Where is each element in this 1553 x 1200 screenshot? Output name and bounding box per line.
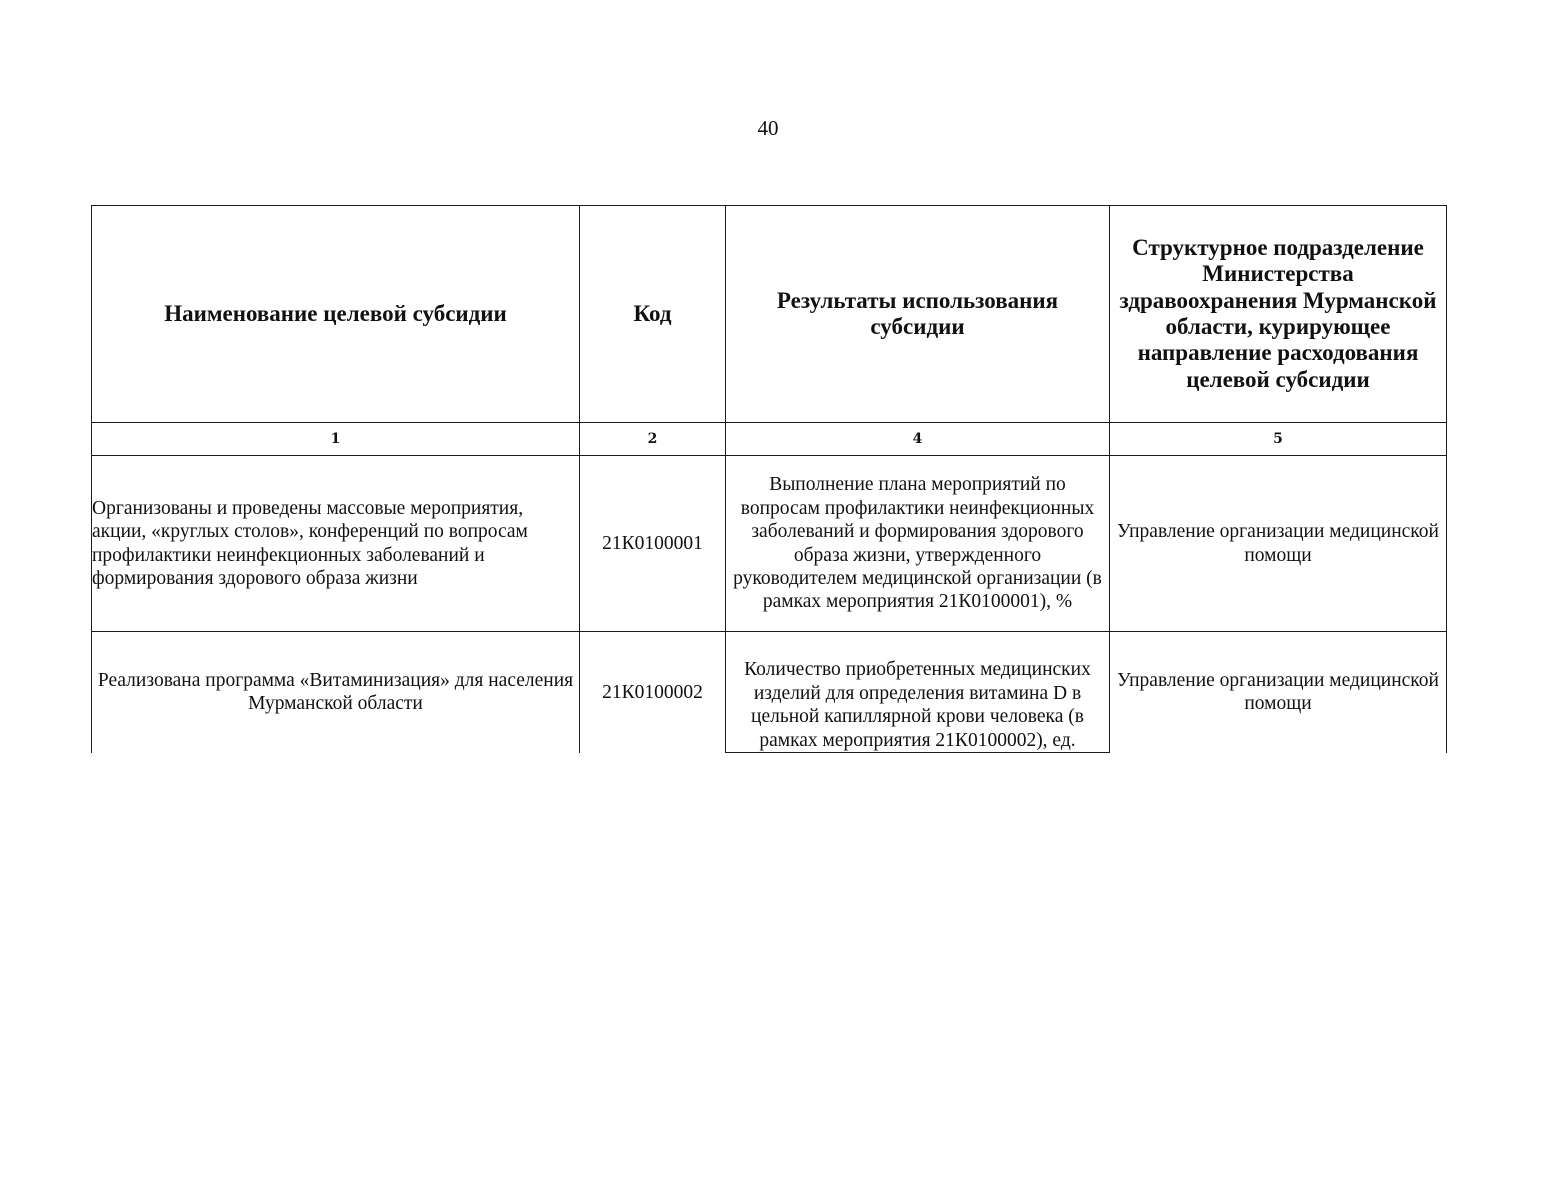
subsidy-result-cell: Количество приобретенных медицинских изделий для определения витамина D в цельной капиллярной крови человека (в рамках мероприятия 21К0100002), ед.: [726, 632, 1110, 753]
column-number: 4: [726, 423, 1110, 456]
table-row: [92, 456, 1447, 632]
subsidy-name-cell: Реализована программа «Витаминизация» для населения Мурманской области: [92, 632, 580, 753]
subsidy-result-cell: Выполнение плана мероприятий по вопросам профилактики неинфекционных заболеваний и формирования здорового образа жизни, утвержденного руководителем медицинской организации (в рамках мероприятия 21К0100001), %: [726, 456, 1110, 632]
page-number: 40: [757, 116, 779, 140]
subsidy-name-cell: Организованы и проведены массовые мероприятия, акции, «круглых столов», конференций по вопросам профилактики неинфекционных заболеваний и формирования здорового образа жизни: [92, 456, 580, 632]
column-number-row: [92, 423, 1447, 456]
column-number: 5: [1110, 423, 1447, 456]
subsidy-table: [91, 205, 1447, 753]
header-code: Код: [580, 206, 726, 423]
subsidy-code-cell: 21К0100002: [580, 632, 726, 753]
subsidy-code-cell: 21К0100001: [580, 456, 726, 632]
table-row: [92, 632, 1447, 753]
column-number: 2: [580, 423, 726, 456]
header-results: Результаты использования субсидии: [726, 206, 1110, 423]
header-row: [92, 206, 1447, 423]
department-cell: Управление организации медицинской помощи: [1110, 456, 1447, 632]
header-name: Наименование целевой субсидии: [92, 206, 580, 423]
header-department: Структурное подразделение Министерства здравоохранения Мурманской области, курирующее направление расходования целевой субсидии: [1110, 206, 1447, 423]
column-number: 1: [92, 423, 580, 456]
department-cell: Управление организации медицинской помощи: [1110, 632, 1447, 753]
